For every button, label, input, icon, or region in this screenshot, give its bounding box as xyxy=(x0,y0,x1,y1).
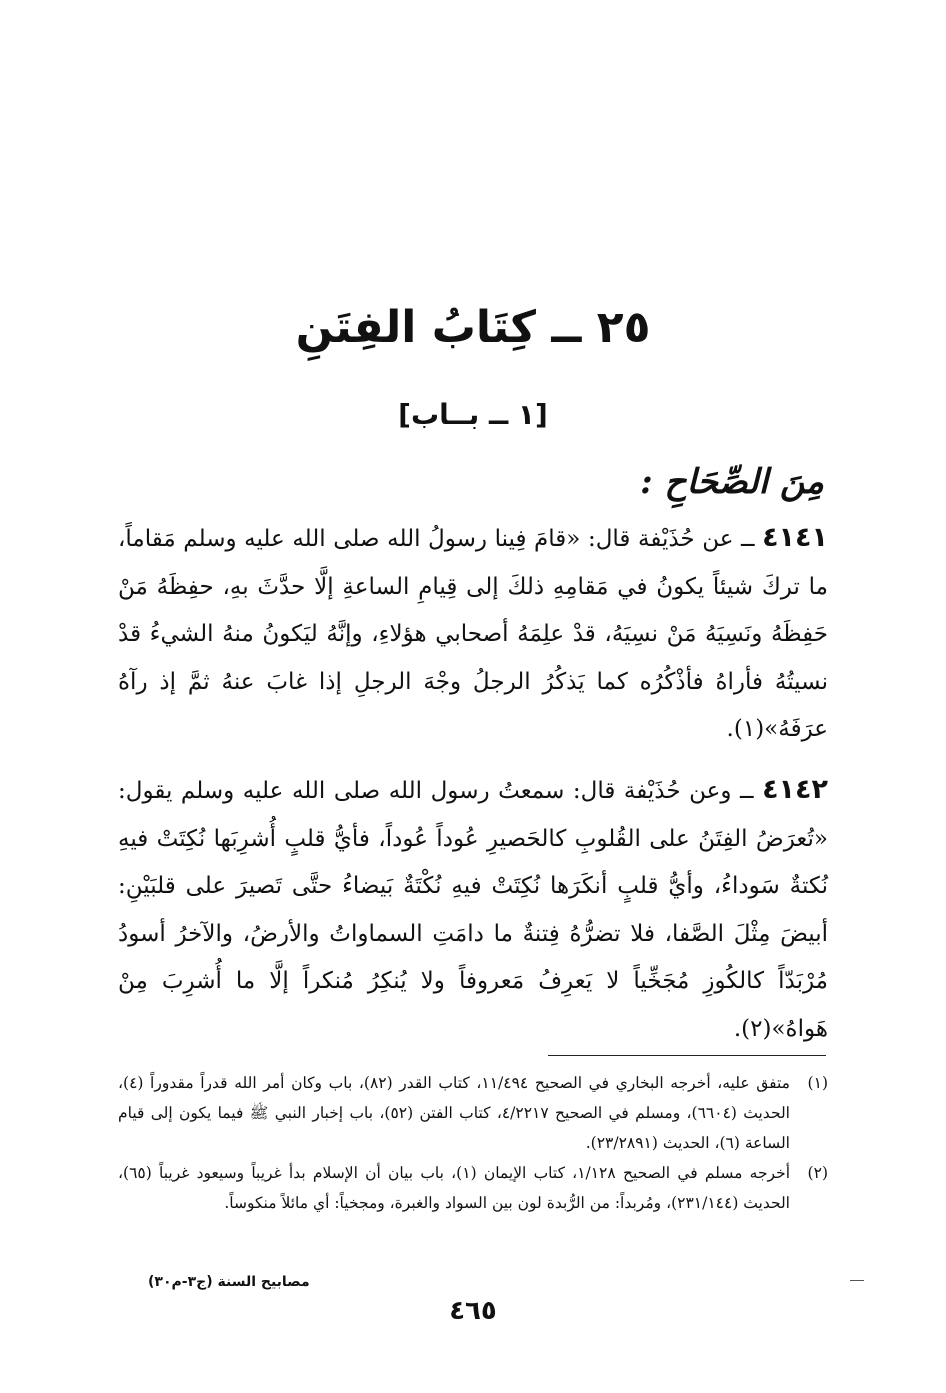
footnote-text: متفق عليه، أخرجه البخاري في الصحيح ١١/٤٩٤، كتاب القدر (٨٢)، باب وكان أمر الله قدراً مقدوراً (٤)، الحديث (٦٦٠٤)، ومسلم في الصحيح ٤/٢٢١٧، كتاب الفتن (٥٢)، باب إخبار النبي ﷺ فيما يكون إلى قيام الساعة (٦)، الحديث (٢٣/٢٨٩١). xyxy=(118,1074,790,1152)
footnote-2 xyxy=(118,1158,828,1218)
footnote-1 xyxy=(118,1068,828,1158)
footnote-separator xyxy=(548,1055,826,1056)
printer-signature: مصابيح السنة (ج٣-م٣٠) xyxy=(148,1274,310,1290)
hadith-4141 xyxy=(118,514,828,754)
footnotes xyxy=(118,1068,828,1218)
footnote-text: أخرجه مسلم في الصحيح ١/١٢٨، كتاب الإيمان (١)، باب بيان أن الإسلام بدأ غريباً وسيعود غريباً (٦٥)، الحديث (٢٣١/١٤٤)، ومُربداً: من الرُّبدة لون بين السواد والغبرة، ومجخياً: أي مائلاً منكوساً. xyxy=(118,1164,790,1212)
page-number: ٤٦٥ xyxy=(449,1296,497,1326)
hadith-text: ــ عن حُذَيْفة قال: «قامَ فِينا رسولُ الله صلى الله عليه وسلم مَقاماً، ما تركَ شيئاً يكونُ في مَقامِهِ ذلكَ إلى قِيامِ الساعةِ إلَّا حدَّثَ بهِ، حفِظَهُ مَنْ حَفِظَهُ ونَسِيَهُ مَنْ نسِيَهُ، قدْ علِمَهُ أصحابي هؤلاءِ، وإنَّهُ ليَكونُ منهُ الشيءُ قدْ نسيتُهُ فأراهُ فأذْكُرُه كما يَذكُرُ الرجلُ وجْهَ الرجلِ إذا غابَ عنهُ ثمَّ إذ رآهُ عرَفَهُ»(١). xyxy=(118,526,828,742)
hadith-number: ٤١٤١ xyxy=(762,522,828,553)
hadith-number: ٤١٤٢ xyxy=(762,774,828,805)
hadith-text: ــ وعن حُذَيْفة قال: سمعتُ رسول الله صلى الله عليه وسلم يقول: «تُعرَضُ الفِتَنُ على القُلوبِ كالحَصيرِ عُوداً عُوداً، فأيُّ قلبٍ أُشرِبَها نُكِتَتْ فيهِ نُكتةٌ سَوداءُ، وأيُّ قلبٍ أنكَرَها نُكِتَتْ فيهِ نُكْتَةٌ بَيضاءُ حتَّى تَصيرَ على قلبَيْنِ: أبيضَ مِثْلَ الصَّفا، فلا تضرُّهُ فِتنةٌ ما دامَتِ السماواتُ والأرضُ، والآخرُ أسودُ مُرْبَدّاً كالكُوزِ مُجَخِّياً لا يَعرِفُ مَعروفاً ولا يُنكِرُ مُنكراً إلَّا ما أُشرِبَ مِنْ هَواهُ»(٢). xyxy=(118,778,828,1042)
hadith-4142 xyxy=(118,766,828,1053)
footnote-marker: (٢) xyxy=(807,1164,828,1182)
section-heading: [١ ــ بــاب] xyxy=(398,398,548,431)
sub-heading: مِنَ الصِّحَاحِ : xyxy=(640,462,824,502)
footnote-marker: (١) xyxy=(807,1074,828,1092)
chapter-title: ٢٥ ــ كِتَابُ الفِتَنِ xyxy=(295,302,651,353)
margin-mark xyxy=(850,1280,864,1281)
